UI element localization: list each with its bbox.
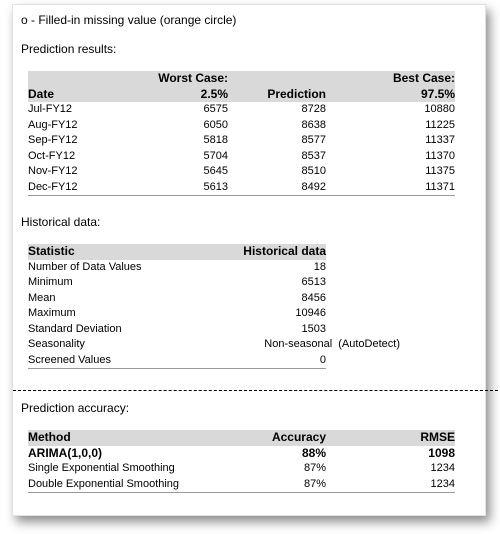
table-row (28, 322, 326, 338)
upper-cell: 11370 (425, 149, 455, 162)
statistic-cell: Number of Data Values (28, 260, 142, 273)
statistic-header: Statistic (28, 244, 190, 260)
lower-cell: 6575 (203, 103, 228, 115)
rmse-cell: 1234 (326, 477, 455, 493)
upper-cell: 11225 (425, 118, 455, 131)
date-cell: Nov-FY12 (28, 165, 78, 177)
table-row (28, 180, 455, 196)
lower-cell: 6050 (203, 118, 228, 131)
date-cell: Dec-FY12 (28, 180, 138, 196)
statistic-cell: Seasonality (28, 338, 85, 350)
statistic-cell: Mean (28, 291, 56, 304)
date-cell: Jul-FY12 (28, 103, 73, 115)
table-row (28, 102, 455, 118)
upper-cell: 10880 (424, 103, 455, 115)
historical-data-header: Historical data (190, 244, 326, 260)
table-row (28, 291, 326, 307)
date-cell: Aug-FY12 (28, 118, 78, 131)
statistic-cell: Standard Deviation (28, 322, 122, 335)
best-case-header: Best Case: (326, 71, 455, 87)
table-row (28, 477, 455, 493)
prediction-cell: 8577 (301, 134, 326, 146)
accuracy-header (28, 430, 455, 446)
accuracy-cell: 87% (228, 477, 326, 493)
upper-cell: 11375 (425, 165, 455, 177)
method-cell: ARIMA(1,0,0) (28, 445, 103, 460)
table-row (28, 133, 455, 149)
prediction-header-top-empty (228, 71, 326, 87)
prediction-header-cell: Prediction (228, 87, 326, 103)
method-cell: Double Exponential Smoothing (28, 477, 228, 493)
rmse-cell: 1234 (430, 462, 455, 474)
rmse-cell: 1098 (428, 445, 455, 460)
table-row (28, 118, 455, 134)
table-row (28, 461, 455, 477)
value-cell (190, 337, 400, 353)
historical-data-label: Historical data: (21, 215, 101, 229)
legend-note: o - Filled-in missing value (orange circle) (21, 13, 237, 27)
value-cell: 8456 (301, 291, 326, 304)
statistic-cell: Screened Values (28, 353, 190, 369)
statistic-cell: Maximum (28, 307, 76, 319)
lower-cell: 5704 (203, 149, 228, 162)
table-row (28, 446, 455, 462)
value-cell: 6513 (301, 276, 326, 288)
upper-cell: 11371 (326, 180, 455, 196)
accuracy-cell: 88% (301, 445, 326, 460)
statistic-cell: Minimum (28, 276, 73, 288)
accuracy-header-cell: Accuracy (228, 430, 326, 446)
prediction-accuracy-label: Prediction accuracy: (21, 401, 130, 415)
upper-bound-header: 97.5% (326, 87, 455, 103)
value-cell: 10946 (295, 307, 326, 319)
accuracy-table (28, 430, 455, 493)
lower-cell: 5613 (138, 180, 228, 196)
method-header: Method (28, 430, 228, 446)
prediction-cell: 8537 (301, 149, 326, 162)
date-cell: Oct-FY12 (28, 149, 76, 162)
table-row (28, 149, 455, 165)
worst-case-header: Worst Case: (138, 71, 228, 87)
table-row (28, 260, 326, 276)
prediction-results-label: Prediction results: (21, 42, 117, 56)
report-panel (12, 4, 486, 516)
table-row (28, 353, 326, 369)
value-cell: 0 (190, 353, 326, 369)
lower-cell: 5818 (203, 134, 228, 146)
lower-bound-header: 2.5% (138, 87, 228, 103)
lower-cell: 5645 (203, 165, 228, 177)
seasonality-value: Non-seasonal (AutoDetect) (264, 338, 400, 350)
section-divider (13, 390, 500, 391)
prediction-cell: 8510 (301, 165, 326, 177)
rmse-header: RMSE (326, 430, 455, 446)
prediction-table (28, 71, 455, 196)
table-row (28, 164, 455, 180)
prediction-cell: 8728 (301, 103, 326, 115)
accuracy-cell: 87% (303, 462, 326, 474)
prediction-cell: 8638 (301, 118, 326, 131)
prediction-header-top-empty (28, 71, 138, 87)
method-cell: Single Exponential Smoothing (28, 462, 175, 474)
value-cell: 1503 (301, 322, 326, 335)
prediction-header-top (28, 71, 455, 87)
historical-table (28, 244, 400, 369)
prediction-cell: 8492 (228, 180, 326, 196)
table-row (28, 337, 326, 353)
historical-header (28, 244, 326, 260)
table-row (28, 275, 326, 291)
prediction-header (28, 87, 455, 103)
upper-cell: 11337 (425, 134, 455, 146)
table-row (28, 306, 326, 322)
date-cell: Sep-FY12 (28, 134, 78, 146)
date-header: Date (28, 87, 138, 103)
value-cell: 18 (313, 260, 326, 273)
